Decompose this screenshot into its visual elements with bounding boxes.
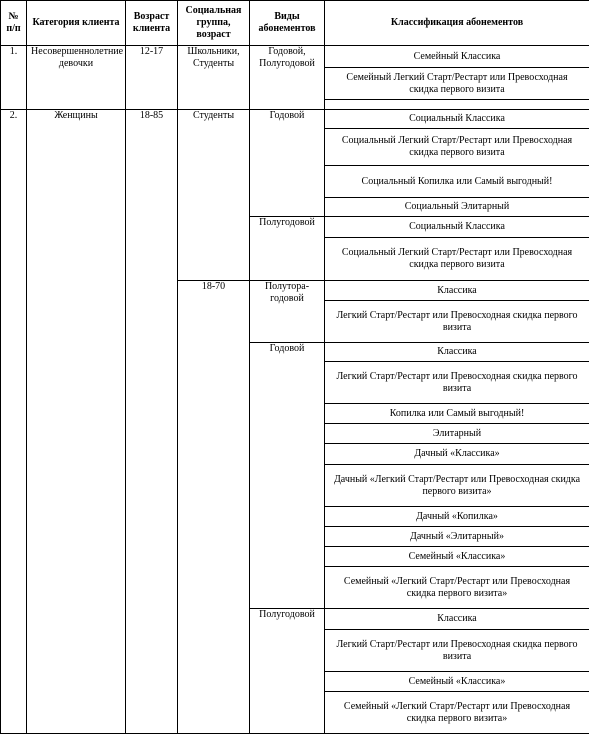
subscription-type: Годовой xyxy=(250,110,325,217)
header-category: Категория клиента xyxy=(27,1,126,46)
classification-cell: Классика xyxy=(325,609,589,630)
header-row xyxy=(1,1,589,46)
row-number: 1. xyxy=(1,46,27,110)
table-row xyxy=(1,46,589,68)
classification-cell: Классика xyxy=(325,281,589,301)
classification-cell: Социальный Легкий Старт/Рестарт или Превосходная скидка первого визита xyxy=(325,238,589,281)
classification-cell: Дачный «Элитарный» xyxy=(325,527,589,547)
classification-cell: Социальный Копилка или Самый выгодный! xyxy=(325,166,589,198)
classification-cell: Социальный Элитарный xyxy=(325,198,589,217)
subscription-type: Полутора-годовой xyxy=(250,281,325,343)
classification-cell: Социальный Легкий Старт/Рестарт или Превосходная скидка первого визита xyxy=(325,129,589,166)
classification-cell: Социальный Классика xyxy=(325,110,589,129)
social-group: Школьники, Студенты xyxy=(178,46,250,110)
classification-cell: Легкий Старт/Рестарт или Превосходная скидка первого визита xyxy=(325,301,589,343)
classification-cell: Классика xyxy=(325,343,589,362)
subscription-type: Полугодовой xyxy=(250,217,325,281)
row-number: 2. xyxy=(1,110,27,734)
classification-cell: Семейный «Легкий Старт/Рестарт или Превосходная скидка первого визита» xyxy=(325,692,589,734)
subscription-type: Годовой, Полугодовой xyxy=(250,46,325,110)
client-category: Несовершеннолетние девочки xyxy=(27,46,126,110)
header-classification: Классификация абонементов xyxy=(325,1,589,46)
classification-cell: Легкий Старт/Рестарт или Превосходная скидка первого визита xyxy=(325,362,589,404)
classification-cell: Легкий Старт/Рестарт или Превосходная скидка первого визита xyxy=(325,630,589,672)
table-row xyxy=(1,110,589,129)
classification-cell: Семейный Легкий Старт/Рестарт или Превосходная скидка первого визита xyxy=(325,68,589,100)
classification-cell: Семейный «Классика» xyxy=(325,547,589,567)
header-subscription-types: Виды абонементов xyxy=(250,1,325,46)
classification-cell: Копилка или Самый выгодный! xyxy=(325,404,589,424)
client-category: Женщины xyxy=(27,110,126,734)
classification-cell: Элитарный xyxy=(325,424,589,444)
classification-cell: Семейный Классика xyxy=(325,46,589,68)
classification-cell: Дачный «Копилка» xyxy=(325,507,589,527)
header-num: № п/п xyxy=(1,1,27,46)
classification-cell: Семейный «Классика» xyxy=(325,672,589,692)
subscription-type: Полугодовой xyxy=(250,609,325,734)
classification-cell: Дачный «Классика» xyxy=(325,444,589,465)
client-age: 18-85 xyxy=(126,110,178,734)
social-group: 18-70 xyxy=(178,281,250,734)
classification-cell: Дачный «Легкий Старт/Рестарт или Превосходная скидка первого визита» xyxy=(325,465,589,507)
classification-cell: Социальный Классика xyxy=(325,217,589,238)
header-social-group: Социальная группа, возраст xyxy=(178,1,250,46)
subscription-type: Годовой xyxy=(250,343,325,609)
classification-cell: Семейный «Легкий Старт/Рестарт или Превосходная скидка первого визита» xyxy=(325,567,589,609)
social-group: Студенты xyxy=(178,110,250,281)
blank-cell xyxy=(325,100,589,110)
header-age: Возраст клиента xyxy=(126,1,178,46)
client-age: 12-17 xyxy=(126,46,178,110)
